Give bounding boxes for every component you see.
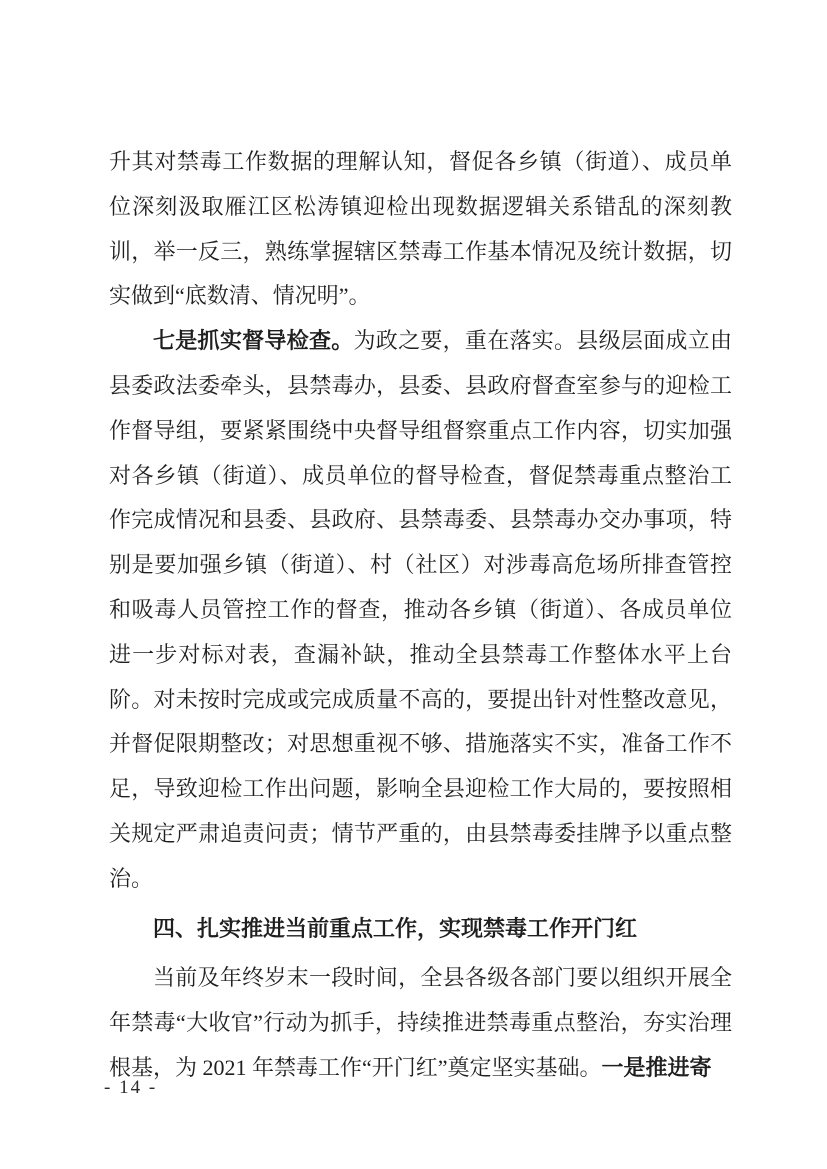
document-content — [109, 140, 732, 1091]
bold-run: 一是推进寄 — [601, 1054, 712, 1080]
page-number: - 14 - — [104, 1077, 158, 1098]
bold-run: 四、扎实推进当前重点工作，实现禁毒工作开门红 — [153, 915, 638, 941]
paragraph — [109, 319, 732, 901]
text-run: 升其对禁毒工作数据的理解认知，督促各乡镇（街道）、成员单位深刻汲取雁江区松涛镇迎检出现数据逻辑关系错乱的深刻教训，举一反三，熟练掌握辖区禁毒工作基本情况及统计数据，切实做到“底数清、情况明”。 — [109, 149, 732, 309]
text-run: 为政之要，重在落实。县级层面成立由县委政法委牵头，县禁毒办，县委、县政府督查室参与的迎检工作督导组，要紧紧围绕中央督导组督察重点工作内容，切实加强对各乡镇（街道）、成员单位的督导检查，督促禁毒重点整治工作完成情况和县委、县政府、县禁毒委、县禁毒办交办事项，特别是要加强乡镇（街道）、村（社区）对涉毒高危场所排查管控和吸毒人员管控工作的督查，推动各乡镇（街道）、各成员单位进一步对标对表，查漏补缺，推动全县禁毒工作整体水平上台阶。对未按时完成或完成质量不高的，要提出针对性整改意见，并督促限期整改；对思想重视不够、措施落实不实，准备工作不足，导致迎检工作出问题，影响全县迎检工作大局的，要按照相关规定严肃追责问责；情节严重的，由县禁毒委挂牌予以重点整治。 — [109, 328, 732, 891]
text-run: 当前及年终岁末一段时间，全县各级各部门要以组织开展全年禁毒“大收官”行动为抓手，持续推进禁毒重点整治，夯实治理根基，为 2021 年禁毒工作“开门红”奠定坚实基础。 — [109, 965, 732, 1080]
paragraph — [109, 140, 732, 319]
paragraph — [109, 956, 732, 1090]
bold-run: 七是抓实督导检查。 — [153, 328, 354, 354]
section-heading — [109, 907, 732, 952]
